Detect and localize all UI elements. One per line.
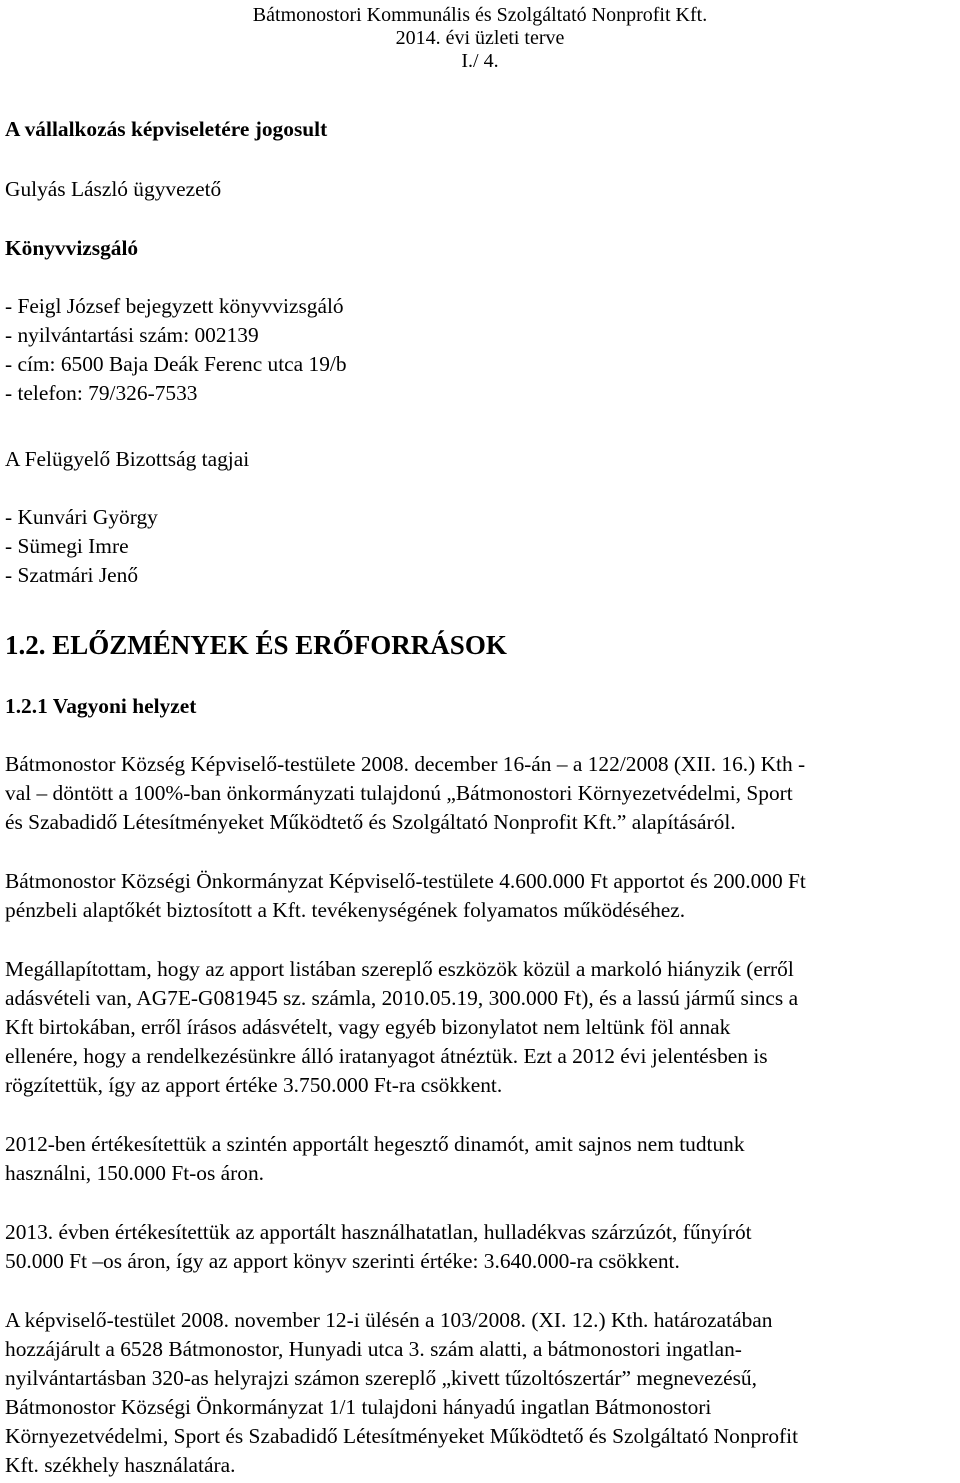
paragraph-line: 50.000 Ft –os áron, így az apport könyv szerinti értéke: 3.640.000-ra csökkent.: [5, 1249, 680, 1273]
auditor-heading: Könyvvizsgáló: [5, 236, 139, 260]
paragraph-line: Környezetvédelmi, Sport és Szabadidő Létesítményeket Működtető és Szolgáltató Nonprofit: [5, 1424, 799, 1448]
paragraph-line: nyilvántartásban 320-as helyrajzi számon szereplő „kivett tűzoltószertár” megnevezésű,: [5, 1366, 757, 1390]
paragraph-line: rögzítettük, így az apport értéke 3.750.000 Ft-ra csökkent.: [5, 1073, 503, 1097]
paragraph-line: hozzájárult a 6528 Bátmonostor, Hunyadi utca 3. szám alatti, a bátmonostori ingatlan-: [5, 1337, 742, 1361]
paragraph-line: A képviselő-testület 2008. november 12-i ülésén a 103/2008. (XI. 12.) Kth. határozatában: [5, 1308, 773, 1332]
paragraph-line: Kft birtokában, erről írásos adásvételt, vagy egyéb bizonylatot nem leltünk föl annak: [5, 1015, 731, 1039]
paragraph-line: Bátmonostor Községi Önkormányzat 1/1 tulajdoni hányadú ingatlan Bátmonostori: [5, 1395, 712, 1419]
paragraph-line: 2013. évben értékesítettük az apportált használhatatlan, hulladékvas szárzúzót, fűnyírót: [5, 1220, 752, 1244]
board-member: - Sümegi Imre: [5, 534, 129, 558]
header-page-number: I./ 4.: [461, 50, 499, 72]
auditor-line: - cím: 6500 Baja Deák Ferenc utca 19/b: [5, 352, 347, 376]
header-plan: 2014. évi üzleti terve: [395, 27, 565, 49]
paragraph-line: használni, 150.000 Ft-os áron.: [5, 1161, 265, 1185]
section-title: 1.2. ELŐZMÉNYEK ÉS ERŐFORRÁSOK: [5, 630, 507, 660]
auditor-line: - Feigl József bejegyzett könyvvizsgáló: [5, 294, 344, 318]
auditor-line: - telefon: 79/326-7533: [5, 381, 198, 405]
auditor-line: - nyilvántartási szám: 002139: [5, 323, 259, 347]
paragraph-line: Bátmonostor Községi Önkormányzat Képviselő-testülete 4.600.000 Ft apportot és 200.000 Ft: [5, 869, 806, 893]
paragraph-line: és Szabadidő Létesítményeket Működtető és Szolgáltató Nonprofit Kft.” alapításáról.: [5, 810, 736, 834]
paragraph-line: adásvételi van, AG7E-G081945 sz. számla, 2010.05.19, 300.000 Ft), és a lassú jármű sincs a: [5, 986, 799, 1010]
paragraph-line: Megállapítottam, hogy az apport listában szereplő eszközök közül a markoló hiányzik (erről: [5, 957, 794, 981]
board-member: - Szatmári Jenő: [5, 563, 139, 587]
paragraph-line: val – döntött a 100%-ban önkormányzati tulajdonú „Bátmonostori Környezetvédelmi, Sport: [5, 781, 793, 805]
paragraph-line: Bátmonostor Község Képviselő-testülete 2008. december 16-án – a 122/2008 (XII. 16.) Kth -: [5, 752, 806, 776]
section-subtitle: 1.2.1 Vagyoni helyzet: [5, 694, 197, 718]
representative-heading: A vállalkozás képviseletére jogosult: [5, 117, 328, 141]
representative-name: Gulyás László ügyvezető: [5, 177, 222, 201]
paragraph-line: 2012-ben értékesítettük a szintén apportált hegesztő dinamót, amit sajnos nem tudtunk: [5, 1132, 745, 1156]
paragraph-line: Kft. székhely használatára.: [5, 1453, 236, 1477]
paragraph-line: pénzbeli alaptőkét biztosított a Kft. tevékenységének folyamatos működéséhez.: [5, 898, 686, 922]
board-member: - Kunvári György: [5, 505, 158, 529]
header-company: Bátmonostori Kommunális és Szolgáltató Nonprofit Kft.: [252, 4, 708, 26]
board-heading: A Felügyelő Bizottság tagjai: [5, 447, 250, 471]
paragraph-line: ellenére, hogy a rendelkezésünkre álló iratanyagot átnéztük. Ezt a 2012 évi jelentésben is: [5, 1044, 768, 1068]
